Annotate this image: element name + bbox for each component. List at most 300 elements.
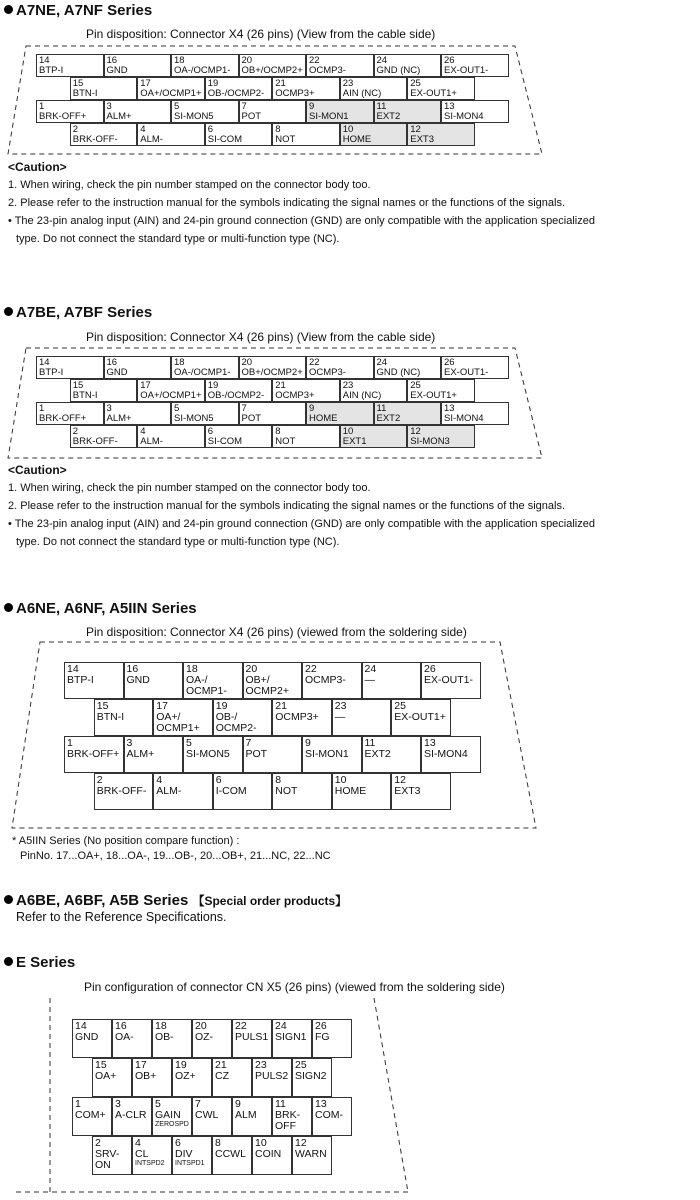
pin-8 [272,773,332,810]
pin-7 [243,736,303,773]
pin-26 [441,54,509,77]
pin-number: 19 [207,78,219,89]
pin-3 [124,736,184,773]
pin-9 [302,736,362,773]
pin-1 [36,402,104,425]
pin-19 [205,379,273,402]
pin-4 [153,773,213,810]
pin-21 [272,77,340,100]
pin-21 [272,699,332,736]
pin-number: 23 [342,78,354,89]
pin-number: 17 [140,380,151,391]
pin-signal: NOT [275,785,298,797]
pin-signal: EXT2 [364,748,391,760]
pin-7 [239,100,307,123]
pin-signal: OA+/ OCMP1+ [156,711,200,734]
pin-12 [407,123,475,146]
pin-number: 7 [241,403,247,414]
reference-note: Refer to the Reference Specifications. [16,910,227,924]
pin-signal: EXT3 [394,785,421,797]
pin-signal: OA+/OCMP1+ [140,390,202,401]
pin-number: 2 [72,124,79,135]
pin-number: 26 [315,1020,327,1032]
pin-signal: ALM+ [106,413,132,424]
pin-signal: EXT3 [410,134,435,145]
pin-number: 25 [410,380,421,391]
pin-signal: COM- [315,1109,343,1121]
section-heading-a6ne: A6NE, A6NF, A5IIN Series [4,600,197,617]
pin-signal: EX-OUT1+ [410,88,457,99]
pin-signal: BRK-OFF- [96,785,147,797]
pin-number: 4 [156,774,163,786]
pin-number: 8 [275,774,282,786]
pin-number: 5 [174,403,180,414]
pin-20 [192,1019,232,1058]
pin-signal: SI-COM [207,134,243,145]
pin-22 [306,356,374,379]
pin-12 [407,425,475,448]
pin-number: 10 [342,426,354,437]
pin-14 [72,1019,112,1058]
pin-number: 15 [72,78,84,89]
pin-signal: ALM+ [126,748,155,760]
pin-signal: EXT2 [376,413,401,424]
pin-5 [152,1097,192,1136]
pin-11 [374,402,442,425]
pin-number: 26 [444,55,455,66]
pin-signal: EX-OUT1- [444,65,489,76]
pin-number: 20 [241,357,253,368]
pin-signal: SI-MON5 [174,413,214,424]
caution-line: 1. When wiring, check the pin number stamped on the connector body too. [8,179,371,191]
pin-number: 25 [394,700,406,712]
pin-signal: OCMP3+ [275,711,319,723]
pin-signal: SRV- ON [95,1148,120,1171]
caution-line: 1. When wiring, check the pin number stamped on the connector body too. [8,482,371,494]
pin-8 [212,1136,252,1175]
pin-number: 12 [410,426,421,437]
pin-number: 9 [309,101,315,112]
footnote-line: * A5IIN Series (No position compare function) : [12,835,240,847]
pin-number: 11 [364,737,376,749]
pin-signal: GND (NC) [376,65,421,76]
pin-16 [104,356,172,379]
pin-26 [312,1019,352,1058]
pin-23 [332,699,392,736]
pin-number: 14 [67,663,79,675]
pin-signal: FG [315,1031,330,1043]
pin-11 [362,736,422,773]
section-heading-e: E Series [4,954,75,971]
pin-signal: OB+/OCMP2+ [241,65,303,76]
pin-14 [36,356,104,379]
pin-19 [205,77,273,100]
pin-10 [340,425,408,448]
pin-signal: NOT [275,134,296,145]
pin-signal: SI-MON5 [186,748,230,760]
pin-number: 13 [444,403,455,414]
connector-caption: Pin disposition: Connector X4 (26 pins) (View from the cable side) [86,330,436,344]
caution-title: <Caution> [8,160,67,174]
pin-signal: SI-MON1 [309,111,349,122]
pin-alt-signal: INTSPD1 [175,1160,205,1167]
pin-signal: BRK-OFF+ [39,413,87,424]
pin-16 [124,662,184,699]
pin-number: 1 [75,1098,81,1110]
pin-25 [407,77,475,100]
pin-signal: OB-/OCMP2- [207,390,265,401]
pin-signal: OB-/ OCMP2- [215,711,257,734]
pin-number: 23 [255,1059,267,1071]
pin-24 [272,1019,312,1058]
pin-10 [340,123,408,146]
pin-15 [70,77,138,100]
pin-number: 6 [207,426,214,437]
pin-number: 4 [140,426,146,437]
pin-signal: I-COM [215,785,247,797]
pin-signal: BTN-I [72,88,98,99]
pin-signal: SI-MON5 [174,111,214,122]
pin-20 [239,356,307,379]
pin-2 [92,1136,132,1175]
pin-number: 1 [67,737,73,749]
pin-signal: SIGN1 [275,1031,307,1043]
section-heading-a7be: A7BE, A7BF Series [4,304,152,321]
pin-signal: PULS1 [235,1031,269,1043]
pin-2 [70,123,138,146]
caution-block [8,158,595,248]
pin-signal: — [334,711,346,723]
pin-number: 16 [126,663,139,675]
pin-signal: OCMP3+ [275,88,315,99]
pin-number: 19 [207,380,219,391]
footnote [12,834,331,864]
pin-22 [306,54,374,77]
pin-signal: HOME [309,413,338,424]
pin-signal: OZ+ [175,1070,196,1082]
pin-signal: SIGN2 [295,1070,327,1082]
pin-signal: EXT2 [376,111,401,122]
pin-signal: OB+ [135,1070,157,1082]
pin-number: 22 [309,357,320,368]
pin-number: 21 [215,1059,227,1071]
pin-25 [407,379,475,402]
pin-signal: EX-OUT1+ [410,390,457,401]
pin-number: 18 [174,55,185,66]
pin-number: 2 [96,774,103,786]
pin-26 [441,356,509,379]
pin-signal: OB- [155,1031,174,1043]
pin-signal: ALM [235,1109,257,1121]
caution-line: 2. Please refer to the instruction manual for the symbols indicating the signal names or the functions of the signals. [8,500,566,512]
section-heading-a6be: A6BE, A6BF, A5B Series 【Special order products】 [4,892,347,909]
pin-3 [104,402,172,425]
pin-number: 12 [295,1137,307,1149]
pin-number: 15 [95,1059,107,1071]
pin-signal: OCMP3- [305,674,346,686]
pin-11 [374,100,442,123]
pin-signal: SI-COM [207,436,243,447]
pin-signal: A-CLR [115,1109,147,1121]
footnote-line: PinNo. 17...OA+, 18...OA-, 19...OB-, 20...OB+, 21...NC, 22...NC [20,850,331,862]
pin-signal: NOT [275,436,296,447]
pin-signal: EX-OUT1- [424,674,474,686]
pin-number: 5 [186,737,192,749]
pin-14 [36,54,104,77]
pin-15 [92,1058,132,1097]
pin-signal: GND [106,65,128,76]
pin-number: 22 [305,663,317,675]
pin-signal: OB+/ OCMP2+ [245,674,289,697]
pin-17 [132,1058,172,1097]
pin-number: 3 [106,403,112,414]
pin-25 [292,1058,332,1097]
connector-caption: Pin disposition: Connector X4 (26 pins) (View from the cable side) [86,27,436,41]
pin-number: 18 [174,357,185,368]
pin-number: 4 [140,124,146,135]
pin-number: 9 [309,403,315,414]
connector-caption: Pin configuration of connector CN X5 (26 pins) (viewed from the soldering side) [84,980,505,994]
pin-10 [332,773,392,810]
pin-number: 24 [364,663,377,675]
pin-4 [137,425,205,448]
pin-signal: BRK- OFF [275,1109,301,1132]
pin-number: 7 [241,101,247,112]
pin-number: 12 [394,774,406,786]
pin-number: 8 [275,426,281,437]
pin-number: 22 [309,55,320,66]
pin-signal: ALM+ [106,111,132,122]
pin-21 [212,1058,252,1097]
pin-1 [72,1097,112,1136]
pin-number: 3 [115,1098,121,1110]
pin-number: 20 [241,55,253,66]
pin-signal: SI-MON4 [424,748,468,760]
caution-line: • The 23-pin analog input (AIN) and 24-pin ground connection (GND) are only compatible with the application specialized [8,518,595,530]
pin-number: 7 [195,1098,201,1110]
pin-number: 2 [72,426,79,437]
pin-signal: SI-MON4 [444,413,484,424]
pin-17 [137,77,205,100]
pin-13 [312,1097,352,1136]
pin-4 [132,1136,172,1175]
pin-signal: EX-OUT1- [444,367,489,378]
pin-number: 5 [174,101,180,112]
pin-22 [302,662,362,699]
pin-signal: SI-MON1 [305,748,349,760]
pin-14 [64,662,124,699]
pin-signal: WARN [295,1148,327,1160]
pin-number: 25 [295,1059,307,1071]
pin-4 [137,123,205,146]
pin-signal: OZ- [195,1031,214,1043]
pin-number: 2 [95,1137,101,1149]
pin-13 [441,100,509,123]
pin-signal: HOME [334,785,367,797]
pin-number: 4 [135,1137,141,1149]
pin-15 [94,699,154,736]
caution-block [8,461,595,551]
pin-signal: GND [106,367,128,378]
pin-16 [104,54,172,77]
pin-number: 22 [235,1020,247,1032]
pin-number: 15 [72,380,84,391]
pin-number: 14 [39,55,50,66]
pin-2 [70,425,138,448]
pin-signal: BTP-I [39,65,64,76]
pin-signal: AIN (NC) [342,88,382,99]
pin-16 [112,1019,152,1058]
pin-number: 6 [207,124,214,135]
pin-23 [340,77,408,100]
pin-signal: EXT1 [342,436,367,447]
pin-number: 10 [255,1137,267,1149]
pin-signal: CZ [215,1070,229,1082]
pin-17 [153,699,213,736]
pin-6 [205,425,273,448]
pin-13 [421,736,481,773]
pin-number: 18 [155,1020,167,1032]
pin-signal: GND [126,674,150,686]
pin-24 [362,662,422,699]
pin-9 [306,402,374,425]
pin-number: 21 [275,700,287,712]
pin-number: 26 [444,357,455,368]
pin-number: 14 [39,357,50,368]
caution-line: type. Do not connect the standard type or multi-function type (NC). [16,233,340,245]
pin-number: 26 [424,663,436,675]
pin-number: 12 [410,124,421,135]
pin-signal: PULS2 [255,1070,289,1082]
pin-signal: OB-/OCMP2- [207,88,265,99]
connector-outline-e-right [374,998,408,1192]
pin-13 [441,402,509,425]
pin-signal: ALM- [156,785,182,797]
pin-number: 6 [175,1137,181,1149]
pin-signal: — [364,674,375,686]
pin-number: 3 [106,101,112,112]
pin-5 [171,402,239,425]
connector-caption: Pin disposition: Connector X4 (26 pins) (viewed from the soldering side) [86,625,467,639]
pin-signal: BRK-OFF+ [39,111,87,122]
pin-signal: BTN-I [96,711,125,723]
pin-number: 19 [175,1059,187,1071]
pin-signal: OA-/OCMP1- [174,65,231,76]
pin-18 [171,356,239,379]
caution-line: 2. Please refer to the instruction manual for the symbols indicating the signal names or the functions of the signals. [8,197,566,209]
pin-signal: BTP-I [39,367,64,378]
pin-number: 14 [75,1020,87,1032]
pin-signal: EX-OUT1+ [394,711,446,723]
pin-signal: CWL [195,1109,219,1121]
pin-signal: OB+/OCMP2+ [241,367,303,378]
pin-signal: POT [241,111,262,122]
pin-signal: COIN [255,1148,282,1160]
pin-number: 6 [215,774,222,786]
pin-25 [391,699,451,736]
pin-number: 17 [135,1059,147,1071]
pin-number: 24 [376,55,388,66]
pin-number: 19 [215,700,228,712]
pin-20 [239,54,307,77]
pin-number: 13 [315,1098,327,1110]
pin-12 [292,1136,332,1175]
pin-24 [374,54,442,77]
pin-number: 15 [96,700,109,712]
pin-alt-signal: INTSPD2 [135,1160,165,1167]
pin-number: 1 [39,101,45,112]
pin-3 [104,100,172,123]
caution-line: • The 23-pin analog input (AIN) and 24-pin ground connection (GND) are only compatible with the application specialized [8,215,595,227]
pin-8 [272,123,340,146]
pin-signal: GND [75,1031,99,1043]
pin-19 [172,1058,212,1097]
pin-signal: ALM- [140,134,163,145]
pin-number: 25 [410,78,421,89]
caution-title: <Caution> [8,463,67,477]
pin-22 [232,1019,272,1058]
pin-11 [272,1097,312,1136]
pin-signal: GND (NC) [376,367,421,378]
pin-signal: ALM- [140,436,163,447]
pin-12 [391,773,451,810]
pin-15 [70,379,138,402]
pin-number: 5 [155,1098,161,1110]
pin-number: 11 [376,101,387,112]
pin-alt-signal: ZEROSPD [155,1121,189,1128]
pin-number: 7 [245,737,252,749]
caution-line: type. Do not connect the standard type or multi-function type (NC). [16,536,340,548]
pin-6 [213,773,273,810]
pin-signal: BTP-I [67,674,94,686]
pin-signal: COM+ [75,1109,106,1121]
pin-number: 24 [376,357,388,368]
pin-26 [421,662,481,699]
pin-signal: BRK-OFF- [72,134,118,145]
pin-number: 10 [334,774,347,786]
pin-5 [183,736,243,773]
pin-24 [374,356,442,379]
pin-signal: OA+ [95,1070,117,1082]
pin-number: 11 [376,403,387,414]
pin-number: 21 [275,78,286,89]
pin-23 [340,379,408,402]
pin-18 [183,662,243,699]
pin-number: 16 [106,55,118,66]
pin-signal: HOME [342,134,372,145]
pin-number: 16 [115,1020,127,1032]
pin-signal: SI-MON4 [444,111,484,122]
pin-number: 8 [215,1137,221,1149]
pin-19 [213,699,273,736]
pin-number: 24 [275,1020,287,1032]
pin-number: 9 [235,1098,241,1110]
pin-number: 23 [334,700,347,712]
pin-signal: CCWL [215,1148,246,1160]
pin-number: 1 [39,403,45,414]
pin-signal: SI-MON3 [410,436,450,447]
pin-signal: OA-/OCMP1- [174,367,231,378]
pin-2 [94,773,154,810]
pin-number: 20 [195,1020,207,1032]
pin-signal: AIN (NC) [342,390,382,401]
pin-signal: BRK-OFF- [72,436,118,447]
pin-6 [205,123,273,146]
pin-signal: GAIN [155,1109,181,1121]
pin-number: 9 [305,737,311,749]
pin-number: 17 [156,700,168,712]
pin-20 [243,662,303,699]
